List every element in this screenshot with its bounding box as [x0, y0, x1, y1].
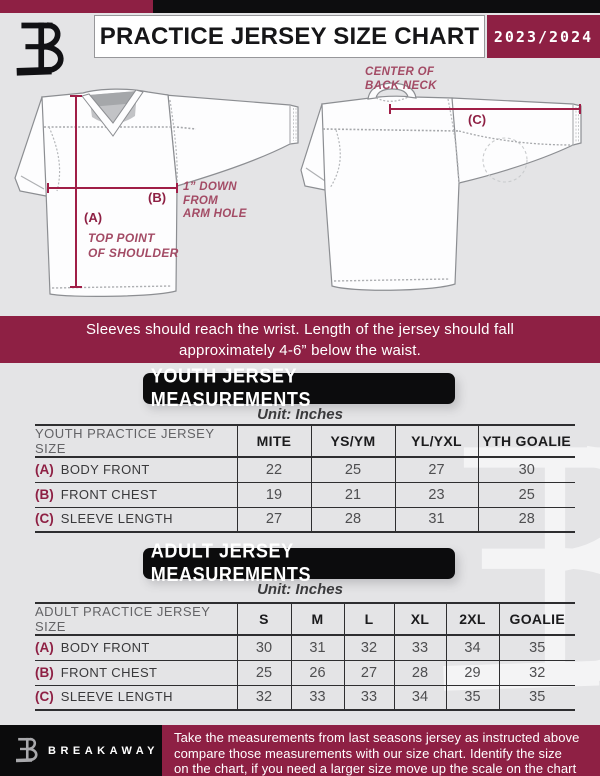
- youth-col-mite: MITE: [237, 425, 311, 457]
- adult-section-heading: ADULT JERSEY MEASUREMENTS: [143, 548, 455, 579]
- cell-value: 31: [291, 635, 344, 660]
- cell-value: 30: [237, 635, 291, 660]
- cell-value: 34: [394, 685, 446, 710]
- row-key: (B): [35, 486, 54, 502]
- annotation-arm-hole-note: 1” DOWN FROM ARM HOLE: [183, 181, 247, 220]
- fit-notice-banner: [0, 316, 600, 363]
- table-row: [35, 660, 575, 685]
- adult-col-m: M: [291, 603, 344, 635]
- cell-value: 34: [446, 635, 499, 660]
- cell-value: 28: [394, 660, 446, 685]
- page-title: PRACTICE JERSEY SIZE CHART: [99, 22, 480, 50]
- youth-size-table: [35, 424, 575, 533]
- adult-col-goalie: GOALIE: [499, 603, 575, 635]
- row-key: (A): [35, 639, 54, 655]
- annotation-point-c: (C): [468, 112, 487, 127]
- adult-unit-label: Unit: Inches: [257, 581, 343, 598]
- footer: [0, 725, 600, 776]
- youth-col-ylyxl: YL/YXL: [395, 425, 478, 457]
- youth-unit-label: Unit: Inches: [257, 406, 343, 423]
- cell-value: 31: [395, 507, 478, 532]
- table-row: [35, 685, 575, 710]
- annotation-point-b: (B): [148, 190, 167, 205]
- adult-col-2xl: 2XL: [446, 603, 499, 635]
- cell-value: 32: [237, 685, 291, 710]
- footer-instruction-line-3: on the chart, if you need a larger size move up the scale on the chart: [174, 761, 577, 776]
- cell-value: 29: [446, 660, 499, 685]
- footer-brand-name: BREAKAWAY: [48, 744, 159, 757]
- fit-notice-line-1: Sleeves should reach the wrist. Length of the jersey should fall: [85, 320, 515, 338]
- adult-col-l: L: [344, 603, 394, 635]
- cell-value: 33: [394, 635, 446, 660]
- season-label: 2023/2024: [493, 27, 594, 46]
- youth-col-ysym: YS/YM: [311, 425, 395, 457]
- breakaway-monogram-icon-footer: [16, 735, 42, 766]
- cell-value: 25: [237, 660, 291, 685]
- annotation-point-a: (A): [84, 210, 103, 225]
- cell-value: 26: [291, 660, 344, 685]
- cell-value: 23: [395, 482, 478, 507]
- cell-value: 28: [478, 507, 575, 532]
- cell-value: 32: [344, 635, 394, 660]
- annotation-top-point-shoulder: TOP POINT OF SHOULDER: [88, 231, 179, 260]
- adult-size-table: [35, 602, 575, 711]
- footer-instruction-line-2: compare those measurements with our size chart. Identify the size: [174, 745, 563, 761]
- cell-value: 32: [499, 660, 575, 685]
- adult-size-header: ADULT PRACTICE JERSEY SIZE: [35, 603, 237, 635]
- cell-value: 25: [478, 482, 575, 507]
- row-key: (A): [35, 461, 54, 477]
- cell-value: 19: [237, 482, 311, 507]
- row-key: (C): [35, 689, 54, 705]
- row-key: (B): [35, 664, 54, 680]
- cell-value: 35: [446, 685, 499, 710]
- youth-col-goalie: YTH GOALIE: [478, 425, 575, 457]
- cell-value: 33: [344, 685, 394, 710]
- adult-col-s: S: [237, 603, 291, 635]
- cell-value: 27: [237, 507, 311, 532]
- row-label: FRONT CHEST: [60, 486, 158, 502]
- youth-size-header: YOUTH PRACTICE JERSEY SIZE: [35, 425, 237, 457]
- youth-table-header-row: [35, 425, 575, 457]
- cell-value: 27: [344, 660, 394, 685]
- cell-value: 22: [237, 457, 311, 482]
- fit-notice-line-2: approximately 4-6” below the waist.: [178, 341, 422, 359]
- row-key: (C): [35, 511, 54, 527]
- row-label: FRONT CHEST: [60, 664, 158, 680]
- footer-brand-block: [0, 725, 162, 776]
- cell-value: 25: [311, 457, 395, 482]
- cell-value: 35: [499, 635, 575, 660]
- row-label: SLEEVE LENGTH: [60, 511, 173, 527]
- footer-instructions: [162, 725, 600, 776]
- cell-value: 33: [291, 685, 344, 710]
- cell-value: 28: [311, 507, 395, 532]
- cell-value: 27: [395, 457, 478, 482]
- row-label: SLEEVE LENGTH: [60, 689, 173, 705]
- adult-col-xl: XL: [394, 603, 446, 635]
- table-row: [35, 507, 575, 532]
- adult-table-header-row: [35, 603, 575, 635]
- table-row: [35, 482, 575, 507]
- table-row: [35, 457, 575, 482]
- cell-value: 35: [499, 685, 575, 710]
- annotation-center-back-neck: CENTER OF BACK NECK: [365, 66, 437, 92]
- table-row: [35, 635, 575, 660]
- cell-value: 21: [311, 482, 395, 507]
- cell-value: 30: [478, 457, 575, 482]
- row-label: BODY FRONT: [60, 639, 150, 655]
- youth-section-heading: YOUTH JERSEY MEASUREMENTS: [143, 373, 455, 404]
- jersey-diagram: [0, 0, 600, 316]
- footer-instruction-line-1: Take the measurements from last seasons jersey as instructed above: [174, 730, 580, 745]
- row-label: BODY FRONT: [60, 461, 150, 477]
